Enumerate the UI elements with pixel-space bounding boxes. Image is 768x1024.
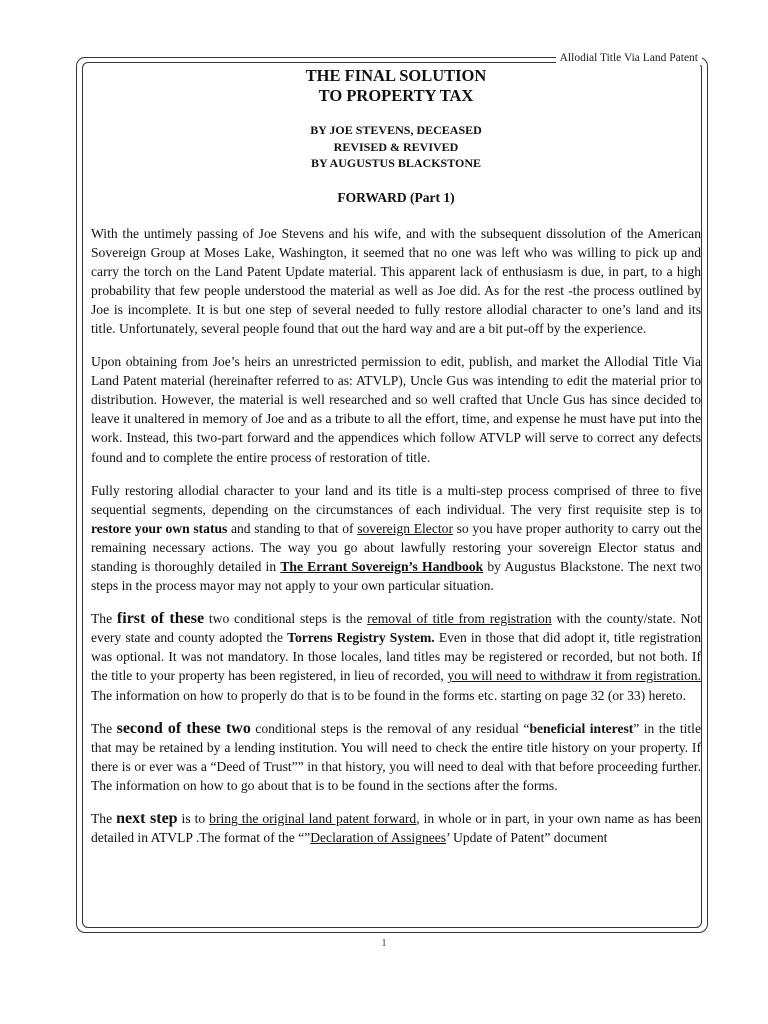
byline-line-2: REVISED & REVIVED [333, 139, 459, 154]
text-run: , in whole or in part, in your own name as has been detailed in ATVLP .The format of the “” [91, 811, 701, 846]
underlined-phrase: bring the original land patent forward [209, 811, 417, 827]
text-run: The [91, 611, 117, 627]
paragraph-3 [91, 481, 701, 596]
byline-line-1: BY JOE STEVENS, DECEASED [310, 123, 482, 137]
emphasis-phrase: next step [116, 810, 178, 828]
text-run: Fully restoring allodial character to your land and its title is a multi-step process comprised of three to five sequential segments, depending on the circumstances of each individual. The very first requisite step is to [91, 482, 701, 517]
byline [91, 122, 701, 172]
bold-phrase: beneficial interest [529, 720, 634, 736]
paragraph-4 [91, 609, 701, 704]
page-number: 1 [381, 938, 387, 949]
bold-phrase: restore your own status [91, 520, 228, 536]
text-run: The [91, 811, 117, 827]
bold-phrase: Torrens Registry System. [287, 630, 435, 646]
text-run: The [91, 720, 117, 736]
underlined-phrase: Declaration of Assignees [310, 830, 447, 846]
text-run: Even in those that did adopt it, title registration was optional. It was not mandatory. In those locales, land titles may be registered or recorded, but not both. If the title to your property has been registered, in lieu of recorded, [91, 630, 701, 684]
underlined-phrase: you will need to withdraw it from registration. [447, 668, 701, 684]
text-run: and standing to that of [227, 520, 358, 536]
text-run: ” in the title that may be retained by a lending institution. You will need to check the entire title history on your property. If there is or ever was a “Deed of Trust”” in that history, you will need to deal with that before proceeding further. The information on how to go about that is to be found in the sections after the forms. [91, 720, 701, 793]
page-border-inner [82, 62, 702, 928]
byline-line-3: BY AUGUSTUS BLACKSTONE [310, 156, 482, 170]
underlined-phrase: sovereign Elector [357, 520, 453, 536]
emphasis-phrase: first of these [116, 610, 205, 628]
title-line-1: THE FINAL SOLUTION [305, 66, 487, 85]
text-run: with the county/state. Not every state and county adopted the [91, 611, 701, 646]
paragraph-5 [91, 719, 701, 795]
document-body [91, 66, 701, 847]
paragraph-2: Upon obtaining from Joe’s heirs an unrestricted permission to edit, publish, and market the Allodial Title Via Land Patent material (hereinafter referred to as: ATVLP), Uncle Gus was intending to edit the material prior to distribution. However, the material is well researched and so well crafted that Uncle Gus has since decided to leave it unaltered in memory of Joe and as a tribute to all the effort, time, and expense he must have put into the work. Instead, this two-part forward and the appendices which follow ATVLP will serve to correct any defects found and to complete the entire process of restoration of title. [91, 354, 701, 465]
section-heading: FORWARD (Part 1) [337, 189, 455, 205]
book-title: The Errant Sovereign’s Handbook [280, 559, 484, 574]
text-run: ’ Update of Patent” document [446, 830, 608, 846]
text-run: The information on how to properly do that is to be found in the forms etc. starting on page 32 (or 33) hereto. [91, 687, 686, 703]
document-title [91, 66, 701, 106]
text-run: two conditional steps is the [204, 611, 368, 627]
title-line-2: TO PROPERTY TAX [318, 86, 474, 105]
emphasis-phrase: second of these two [116, 719, 251, 737]
paragraph-1: With the untimely passing of Joe Stevens and his wife, and with the subsequent dissolution of the American Sovereign Group at Moses Lake, Washington, it seemed that no one was left who was willing to pick up and carry the torch on the Land Patent Update material. This apparent lack of enthusiasm is due, in part, to a high probability that few people understood the material as well as Joe did. As for the rest -the process outlined by Joe is incomplete. It is but one step of several needed to fully restore allodial character to one’s land and its title. Unfortunately, several people found that out the hard way and are a bit put-off by the experience. [91, 225, 701, 336]
text-run: so you have proper authority to carry out the remaining necessary actions. The way you go about lawfully restoring your sovereign Elector status and standing is thoroughly detailed in [91, 520, 701, 574]
underlined-phrase: removal of title from registration [367, 611, 552, 627]
text-run: conditional steps is the removal of any residual “ [250, 720, 530, 736]
text-run: is to [177, 811, 210, 827]
text-run: by Augustus Blackstone. The next two steps in the process mayor may not apply to your own particular situation. [91, 559, 701, 594]
paragraph-6 [91, 809, 701, 847]
running-head: Allodial Title Via Land Patent [556, 51, 702, 65]
